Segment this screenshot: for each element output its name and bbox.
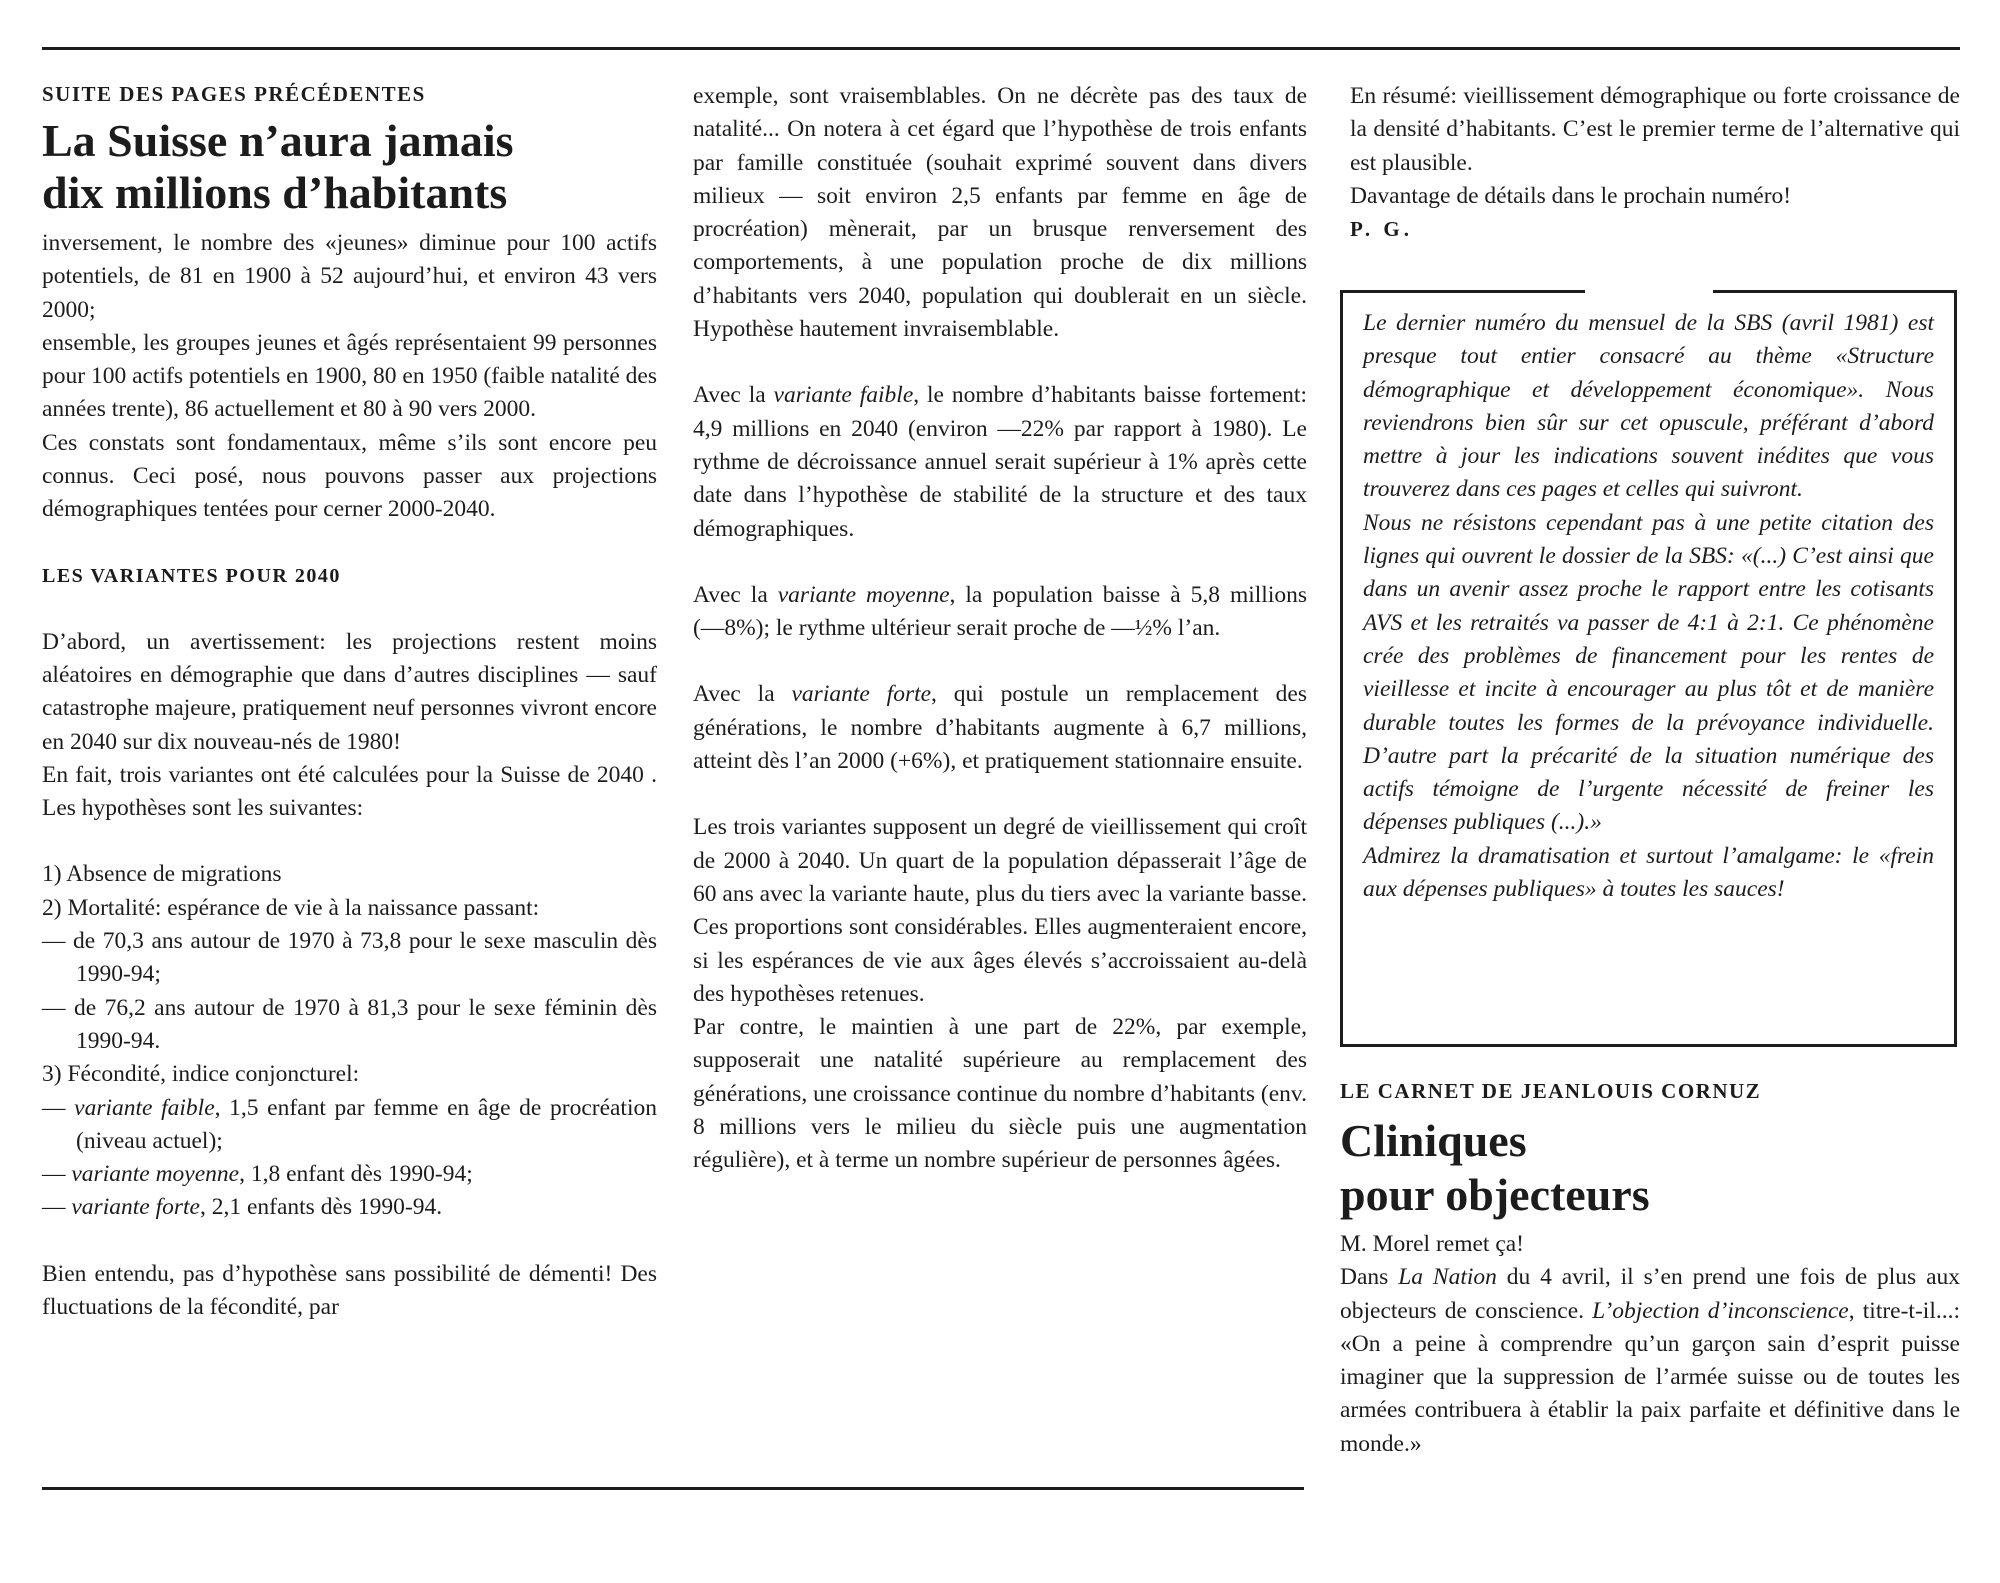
paragraph: ensemble, les groupes jeunes et âgés représentaient 99 personnes pour 100 actifs potentiels en 1900, 80 en 1950 (faible natalité des années trente), 86 actuellement et 80 à 90 vers 2000.	[42, 329, 657, 423]
box-paragraph: Admirez la dramatisation et surtout l’amalgame: le «frein aux dépenses publiques» à toutes les sauces!	[1363, 842, 1934, 903]
paragraph: Bien entendu, pas d’hypothèse sans possibilité de démenti! Des fluctuations de la fécondité, par	[42, 1260, 657, 1321]
column-2	[693, 80, 1307, 1178]
hypotheses-list	[42, 858, 657, 1224]
paragraph: Avec la variante faible, le nombre d’habitants baisse fortement: 4,9 millions en 2040 (environ —22% par rapport à 1980). Le rythme de décroissance annuel serait supérieur à 1% après cette date dans l’hypothèse de stabilité de la structure et des taux démographiques.	[693, 382, 1307, 542]
article-headline	[1340, 1114, 1960, 1222]
top-rule	[42, 47, 1960, 50]
column-3	[1350, 80, 1960, 246]
box-border-gap	[1585, 280, 1713, 300]
section-kicker: SUITE DES PAGES PRÉCÉDENTES	[42, 82, 426, 106]
list-item: — variante forte, 2,1 enfants dès 1990-94.	[42, 1194, 443, 1221]
column-3-lower	[1340, 1075, 1960, 1461]
headline-line-2: dix millions d’habitants	[42, 167, 508, 218]
section-kicker: LE CARNET DE JEANLOUIS CORNUZ	[1340, 1079, 1762, 1103]
paragraph: Les trois variantes supposent un degré de vieillissement qui croît de 2000 à 2040. Un quart de la population dépasserait l’âge de 60 ans avec la variante haute, plus du tiers avec la variante basse. Ces proportions sont considérables. Elles augmenteraient encore, si les espérances de vie aux âges élevés s’accroissaient au-delà des hypothèses retenues.	[693, 814, 1307, 1007]
paragraph: En résumé: vieillissement démographique ou forte croissance de la densité d’habitants. C’est le premier terme de l’alternative qui est plausible.	[1350, 83, 1960, 176]
paragraph: En fait, trois variantes ont été calculées pour la Suisse de 2040 . Les hypothèses sont les suivantes:	[42, 761, 657, 822]
paragraph: Dans La Nation du 4 avril, il s’en prend une fois de plus aux objecteurs de conscience. L’objection d’inconscience, titre-t-il...: «On a peine à comprendre qu’un garçon sain d’esprit puisse imaginer que la suppression de l’armée suisse ou de toutes les armées contribuera à établir la paix parfaite et définitive dans le monde.»	[1340, 1264, 1961, 1457]
variant-label: variante faible	[74, 1094, 215, 1121]
paragraph: D’abord, un avertissement: les projections restent moins aléatoires en démographie que dans d’autres disciplines — sauf catastrophe majeure, pratiquement neuf personnes vivront encore en 2040 sur dix nouveau-nés de 1980!	[42, 628, 657, 755]
paragraph: Avec la variante forte, qui postule un remplacement des générations, le nombre d’habitants augmente à 6,7 millions, atteint dès l’an 2000 (+6%), et pratiquement stationnaire ensuite.	[693, 681, 1307, 775]
article-headline	[42, 115, 657, 219]
variant-label: variante moyenne	[777, 581, 950, 608]
bottom-rule	[42, 1487, 1304, 1490]
variant-label: variante forte	[791, 681, 932, 708]
box-paragraph: Le dernier numéro du mensuel de la SBS (avril 1981) est presque tout entier consacré au thème «Structure démographique et développement économique». Nous reviendrons bien sûr sur cet opuscule, préférant d’abord mettre à jour les indications souvent inédites que vous trouverez dans ces pages et celles qui suivront.	[1363, 310, 1934, 503]
variant-label: variante faible	[773, 382, 914, 409]
list-item: 2) Mortalité: espérance de vie à la naissance passant:	[42, 894, 540, 921]
headline-line-1: La Suisse n’aura jamais	[42, 115, 514, 166]
list-item: — variante faible, 1,5 enfant par femme en âge de procréation (niveau actuel);	[42, 1094, 657, 1154]
list-item: — variante moyenne, 1,8 enfant dès 1990-94;	[42, 1161, 473, 1188]
headline-line-2: pour objecteurs	[1340, 1169, 1650, 1220]
variant-label: variante forte	[71, 1194, 200, 1221]
list-item: 1) Absence de migrations	[42, 861, 282, 888]
box-paragraph: Nous ne résistons cependant pas à une petite citation des lignes qui ouvrent le dossier de la SBS: «(...) C’est ainsi que dans un avenir assez proche le rapport entre les cotisants AVS et les retraités va passer de 4:1 à 2:1. Ce phénomène crée des problèmes de financement pour les rentes de vieillesse et incite à encourager au plus tôt et de manière durable toutes les formes de la prévoyance individuelle. D’autre part la précarité de la situation numérique des actifs témoigne de l’urgente nécessité de freiner les dépenses publiques (...).»	[1363, 509, 1934, 836]
list-item: — de 70,3 ans autour de 1970 à 73,8 pour le sexe masculin dès 1990-94;	[42, 928, 657, 988]
quoted-title: L’objection d’inconscience	[1592, 1297, 1849, 1324]
paragraph: Avec la variante moyenne, la population baisse à 5,8 millions (—8%); le rythme ultérieur serait proche de —½% l’an.	[693, 581, 1307, 642]
list-item: 3) Fécondité, indice conjoncturel:	[42, 1061, 360, 1088]
paragraph: inversement, le nombre des «jeunes» diminue pour 100 actifs potentiels, de 81 en 1900 à 52 aujourd’hui, et environ 43 vers 2000;	[42, 230, 657, 323]
subhead: LES VARIANTES POUR 2040	[42, 564, 341, 587]
variant-label: variante moyenne	[71, 1161, 240, 1188]
paragraph: Davantage de détails dans le prochain numéro!	[1350, 182, 1792, 209]
paragraph: Par contre, le maintien à une part de 22%, par exemple, supposerait une natalité supérieure au remplacement des générations, une croissance continue du nombre d’habitants (env. 8 millions vers le milieu du siècle puis une augmentation régulière), et à terme un nombre supérieur de personnes âgées.	[693, 1014, 1307, 1174]
publication-title: La Nation	[1398, 1264, 1497, 1291]
paragraph: exemple, sont vraisemblables. On ne décrète pas des taux de natalité... On notera à cet égard que l’hypothèse de trois enfants par famille constituée (souhait exprimé souvent dans divers milieux — soit environ 2,5 enfants par femme en âge de procréation) mènerait, par un brusque renversement des comportements, à une population proche de dix millions d’habitants vers 2040, population qui doublerait en un siècle. Hypothèse hautement invraisemblable.	[693, 83, 1307, 343]
paragraph: Ces constats sont fondamentaux, même s’ils sont encore peu connus. Ceci posé, nous pouvons passer aux projections démographiques tentées pour cerner 2000-2040.	[42, 429, 657, 523]
boxed-note	[1340, 290, 1957, 1047]
column-1	[42, 78, 657, 1324]
list-item: — de 76,2 ans autour de 1970 à 81,3 pour le sexe féminin dès 1990-94.	[42, 994, 657, 1054]
paragraph: M. Morel remet ça!	[1340, 1231, 1525, 1257]
author-signature: P. G.	[1350, 217, 1413, 242]
headline-line-1: Cliniques	[1340, 1115, 1527, 1166]
